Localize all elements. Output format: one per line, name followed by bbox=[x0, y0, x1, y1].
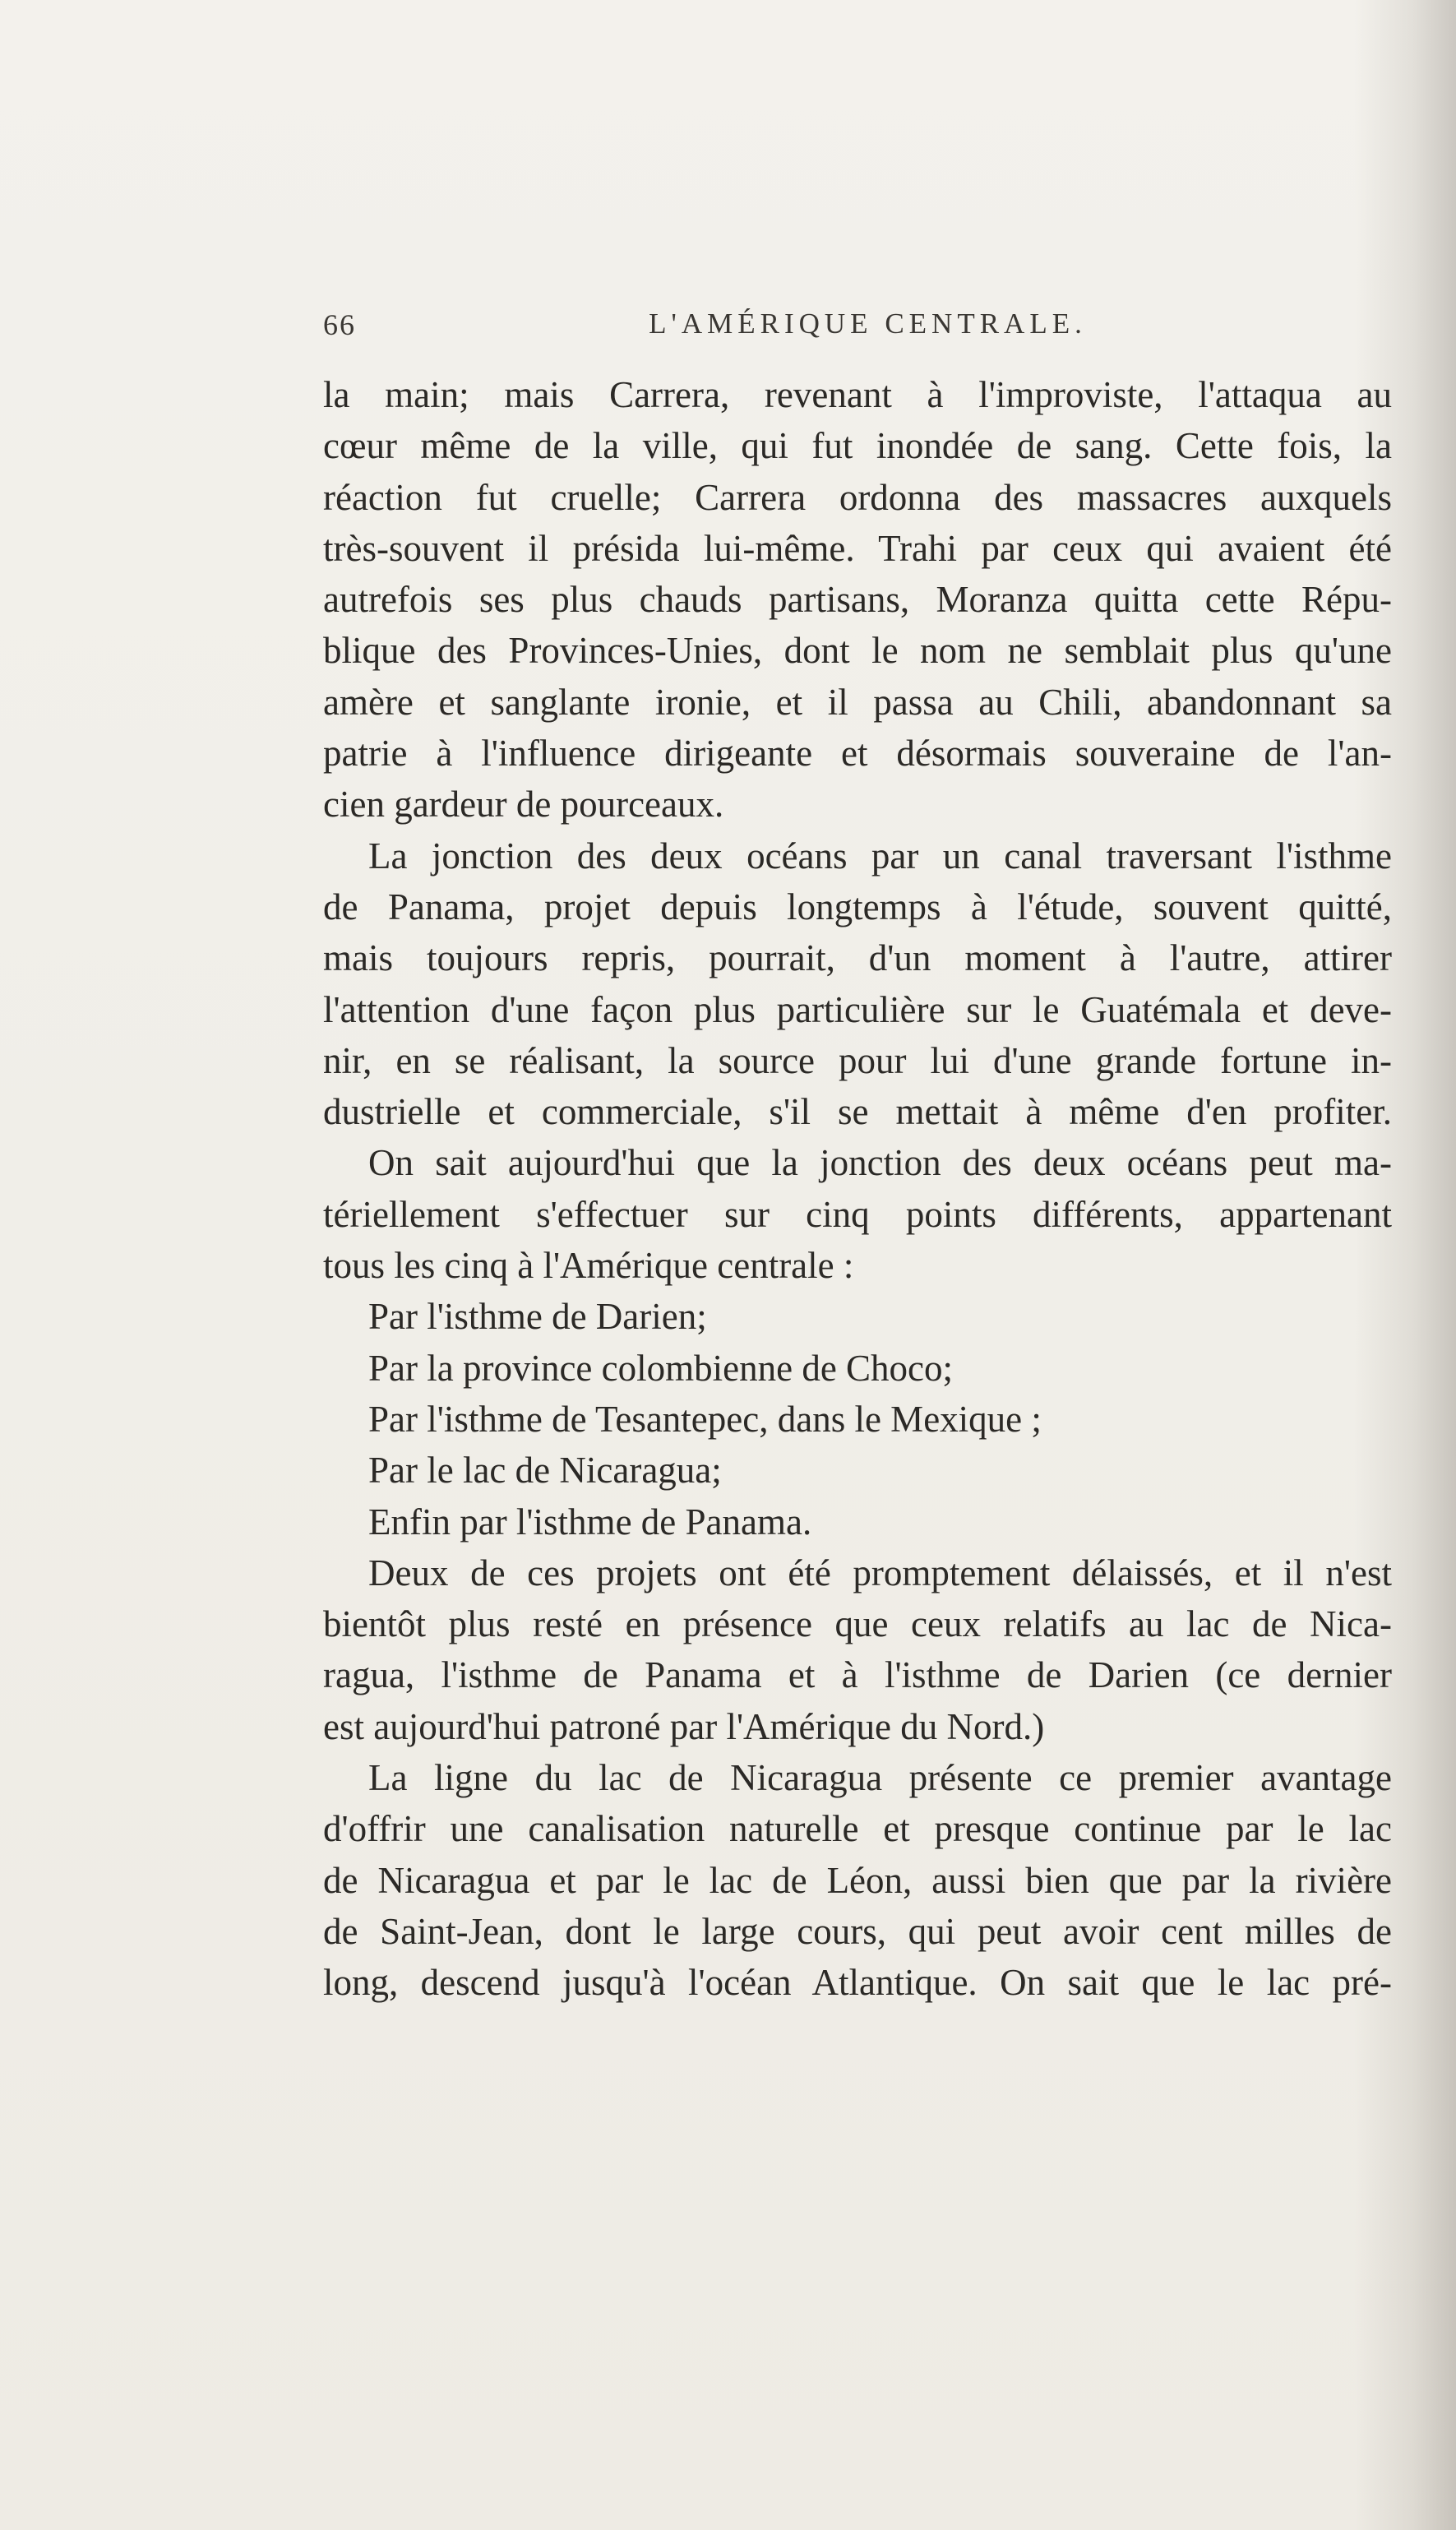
text-line: patrie à l'influence dirigeante et désormais souveraine de l'an- bbox=[323, 733, 1392, 775]
text-line: tous les cinq à l'Amérique centrale : bbox=[323, 1245, 854, 1287]
text-line: La jonction des deux océans par un canal traversant l'isthme bbox=[368, 835, 1392, 876]
text-line: est aujourd'hui patroné par l'Amérique du Nord.) bbox=[323, 1705, 1045, 1747]
text-line: de Saint-Jean, dont le large cours, qui peut avoir cent milles de bbox=[323, 1910, 1392, 1952]
list-item: Par l'isthme de Darien; bbox=[368, 1296, 707, 1338]
text-line: bientôt plus resté en présence que ceux relatifs au lac de Nica- bbox=[323, 1603, 1392, 1645]
page-header bbox=[323, 308, 1412, 349]
text-line: cien gardeur de pourceaux. bbox=[323, 784, 724, 826]
text-line: de Nicaragua et par le lac de Léon, aussi bien que par la rivière bbox=[323, 1859, 1392, 1901]
text-line: ragua, l'isthme de Panama et à l'isthme de Darien (ce dernier bbox=[323, 1654, 1392, 1696]
text-line: tériellement s'effectuer sur cinq points différents, appartenant bbox=[323, 1193, 1392, 1235]
text-line: l'attention d'une façon plus particulière sur le Guatémala et deve- bbox=[323, 988, 1392, 1030]
text-line: nir, en se réalisant, la source pour lui d'une grande fortune in- bbox=[323, 1039, 1392, 1081]
list-item: Par le lac de Nicaragua; bbox=[368, 1450, 722, 1492]
text-line: très-souvent il présida lui-même. Trahi par ceux qui avaient été bbox=[323, 527, 1392, 569]
text-line: La ligne du lac de Nicaragua présente ce premier avantage bbox=[368, 1757, 1392, 1799]
text-line: d'offrir une canalisation naturelle et presque continue par le lac bbox=[323, 1808, 1392, 1850]
text-line: réaction fut cruelle; Carrera ordonna des massacres auxquels bbox=[323, 476, 1392, 518]
list-item: Par la province colombienne de Choco; bbox=[368, 1347, 954, 1389]
text-line: amère et sanglante ironie, et il passa au Chili, abandonnant sa bbox=[323, 681, 1392, 723]
list-item: Par l'isthme de Tesantepec, dans le Mexique ; bbox=[368, 1398, 1042, 1440]
text-line: dustrielle et commerciale, s'il se mettait à même d'en profiter. bbox=[323, 1091, 1392, 1133]
text-line: autrefois ses plus chauds partisans, Moranza quitta cette Répu- bbox=[323, 579, 1392, 621]
text-line: mais toujours repris, pourrait, d'un moment à l'autre, attirer bbox=[323, 937, 1392, 979]
running-title: L'AMÉRIQUE CENTRALE. bbox=[649, 308, 1087, 340]
text-line: blique des Provinces-Unies, dont le nom ne semblait plus qu'une bbox=[323, 630, 1392, 672]
text-line: de Panama, projet depuis longtemps à l'étude, souvent quitté, bbox=[323, 886, 1392, 927]
text-line: la main; mais Carrera, revenant à l'improviste, l'attaqua au bbox=[323, 374, 1392, 415]
text-line: Deux de ces projets ont été promptement délaissés, et il n'est bbox=[368, 1552, 1392, 1593]
page-number: 66 bbox=[323, 308, 356, 341]
text-line: On sait aujourd'hui que la jonction des deux océans peut ma- bbox=[368, 1142, 1392, 1184]
text-line: cœur même de la ville, qui fut inondée de sang. Cette fois, la bbox=[323, 425, 1392, 467]
body-text bbox=[323, 369, 1392, 2009]
list-item: Enfin par l'isthme de Panama. bbox=[368, 1501, 812, 1543]
text-line: long, descend jusqu'à l'océan Atlantique. On sait que le lac pré- bbox=[323, 1962, 1392, 2004]
